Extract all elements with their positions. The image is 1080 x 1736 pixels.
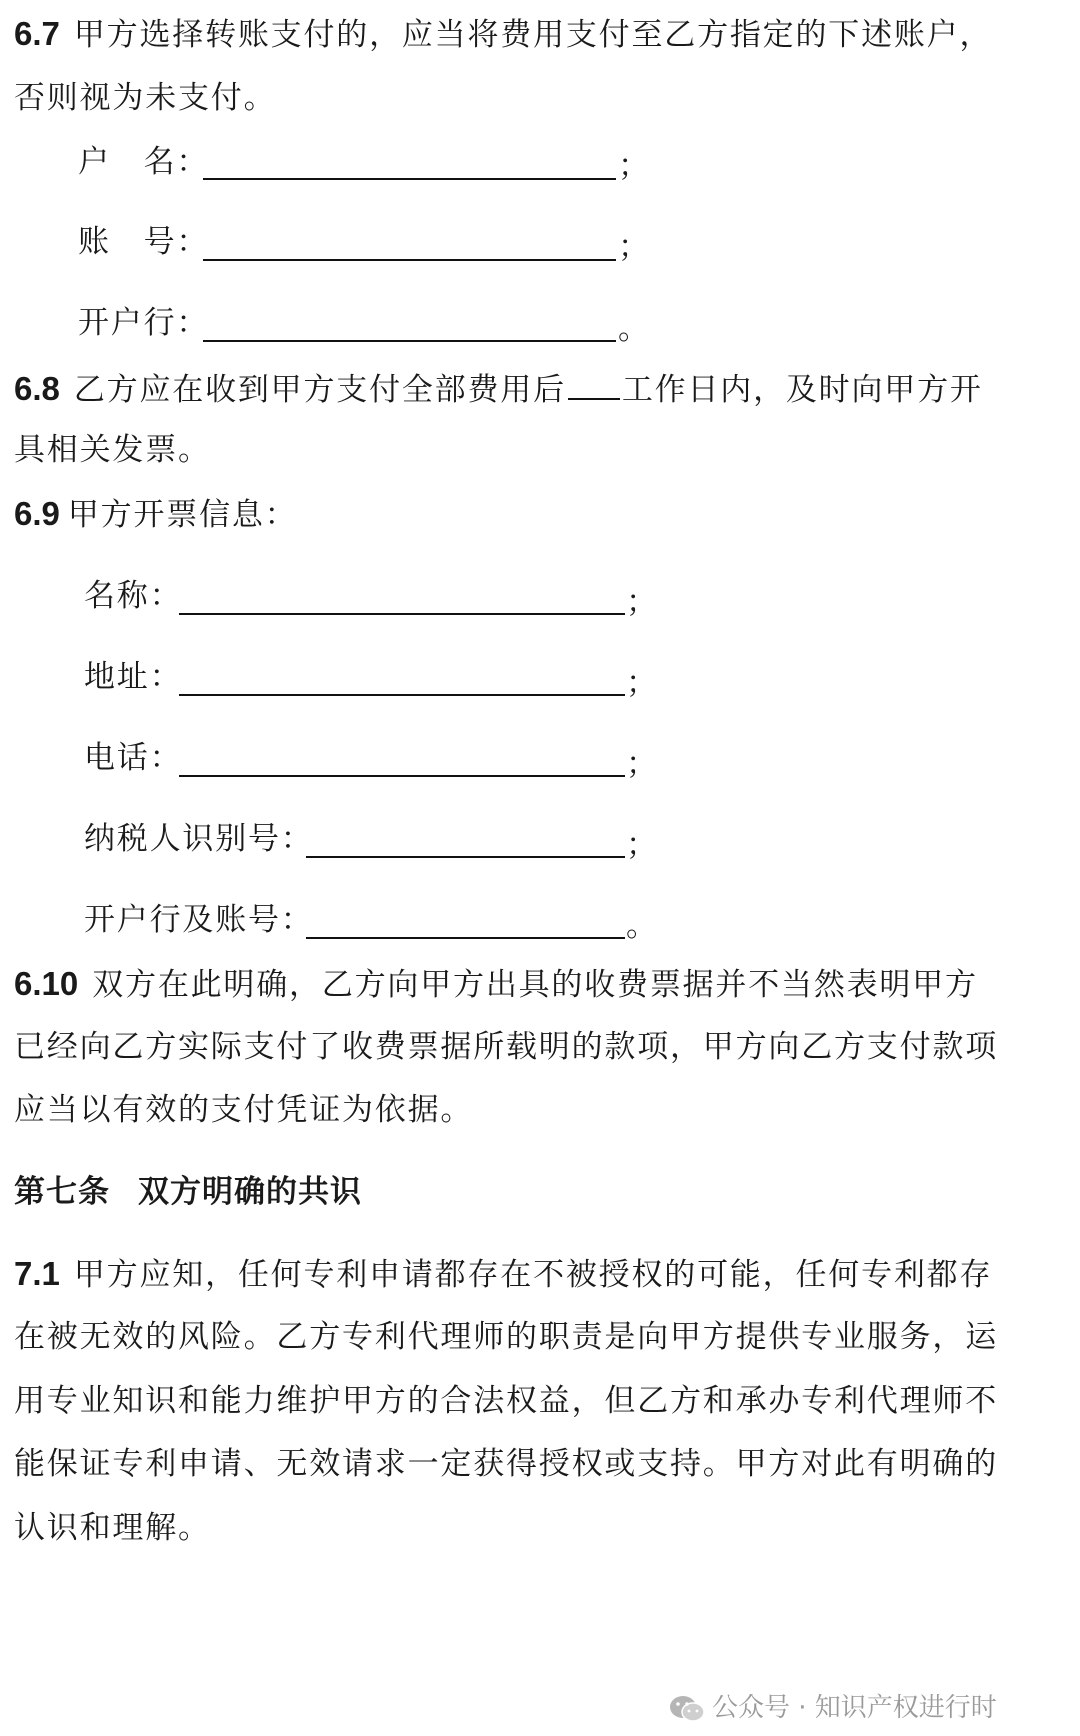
blank-account-name[interactable] (203, 178, 616, 180)
clause-number: 6.8 (14, 370, 60, 407)
clause-6-9-line-1 (14, 494, 297, 535)
clause-text: 工作日内，及时向甲方开 (621, 372, 983, 408)
field-end-punct: 。 (618, 311, 649, 347)
blank-bank[interactable] (203, 340, 616, 342)
clause-6-10-line-2: 已经向乙方实际支付了收费票据所载明的款项，甲方向乙方支付款项 (14, 1029, 998, 1065)
clause-number: 6.7 (14, 15, 60, 52)
clause-6-10-line-1 (14, 964, 978, 1005)
blank-working-days[interactable] (568, 368, 620, 400)
field-end-punct: ； (626, 665, 657, 701)
wechat-icon (668, 1694, 706, 1724)
clause-text: 乙方应在收到甲方支付全部费用后 (73, 372, 566, 408)
field-label-taxpayer-id: 纳税人识别号： (84, 821, 314, 857)
field-end-punct: ； (618, 229, 649, 265)
clause-text: 甲方选择转账支付的，应当将费用支付至乙方指定的下述账户， (73, 17, 993, 53)
clause-7-1-line-5: 认识和理解。 (14, 1510, 211, 1546)
clause-text: 甲方应知，任何专利申请都存在不被授权的可能，任何专利都存 (73, 1257, 993, 1293)
field-label-phone: 电话： (84, 740, 183, 776)
field-label-account-name: 户 名： (78, 144, 210, 180)
article-number: 第七条 (14, 1174, 110, 1210)
clause-6-8-line-2: 具相关发票。 (14, 432, 211, 468)
field-end-punct: ； (618, 148, 649, 184)
clause-7-1-line-2: 在被无效的风险。乙方专利代理师的职责是向甲方提供专业服务，运 (14, 1319, 998, 1355)
blank-phone[interactable] (179, 775, 625, 777)
blank-taxpayer-id[interactable] (306, 856, 625, 858)
field-end-punct: 。 (626, 908, 657, 944)
blank-account-number[interactable] (203, 259, 616, 261)
field-end-punct: ； (626, 746, 657, 782)
clause-7-1-line-3: 用专业知识和能力维护甲方的合法权益，但乙方和承办专利代理师不 (14, 1383, 998, 1419)
field-label-name: 名称： (84, 578, 183, 614)
field-end-punct: ； (626, 827, 657, 863)
clause-6-10-line-3: 应当以有效的支付凭证为依据。 (14, 1092, 474, 1128)
field-label-bank: 开户行： (78, 305, 210, 341)
watermark-text: 公众号 · 知识产权进行时 (712, 1693, 997, 1723)
clause-7-1-line-1 (14, 1254, 992, 1295)
field-end-punct: ； (626, 584, 657, 620)
clause-number: 6.9 (14, 495, 60, 532)
clause-6-7-line-1 (14, 14, 992, 55)
blank-address[interactable] (179, 694, 625, 696)
clause-number: 7.1 (14, 1255, 60, 1292)
watermark (668, 1690, 997, 1726)
clause-6-8-line-1 (14, 368, 983, 410)
field-label-address: 地址： (84, 659, 183, 695)
blank-bank-account[interactable] (306, 937, 625, 939)
clause-number: 6.10 (14, 965, 79, 1002)
field-label-bank-account: 开户行及账号： (84, 902, 314, 938)
clause-6-7-line-2: 否则视为未支付。 (14, 80, 277, 116)
article-7-heading (14, 1172, 362, 1212)
field-label-account-number: 账 号： (78, 224, 210, 260)
blank-name[interactable] (179, 613, 625, 615)
clause-text: 双方在此明确，乙方向甲方出具的收费票据并不当然表明甲方 (92, 967, 978, 1003)
article-title: 双方明确的共识 (138, 1174, 362, 1210)
clause-text: 甲方开票信息： (67, 497, 298, 533)
clause-7-1-line-4: 能保证专利申请、无效请求一定获得授权或支持。甲方对此有明确的 (14, 1446, 998, 1482)
